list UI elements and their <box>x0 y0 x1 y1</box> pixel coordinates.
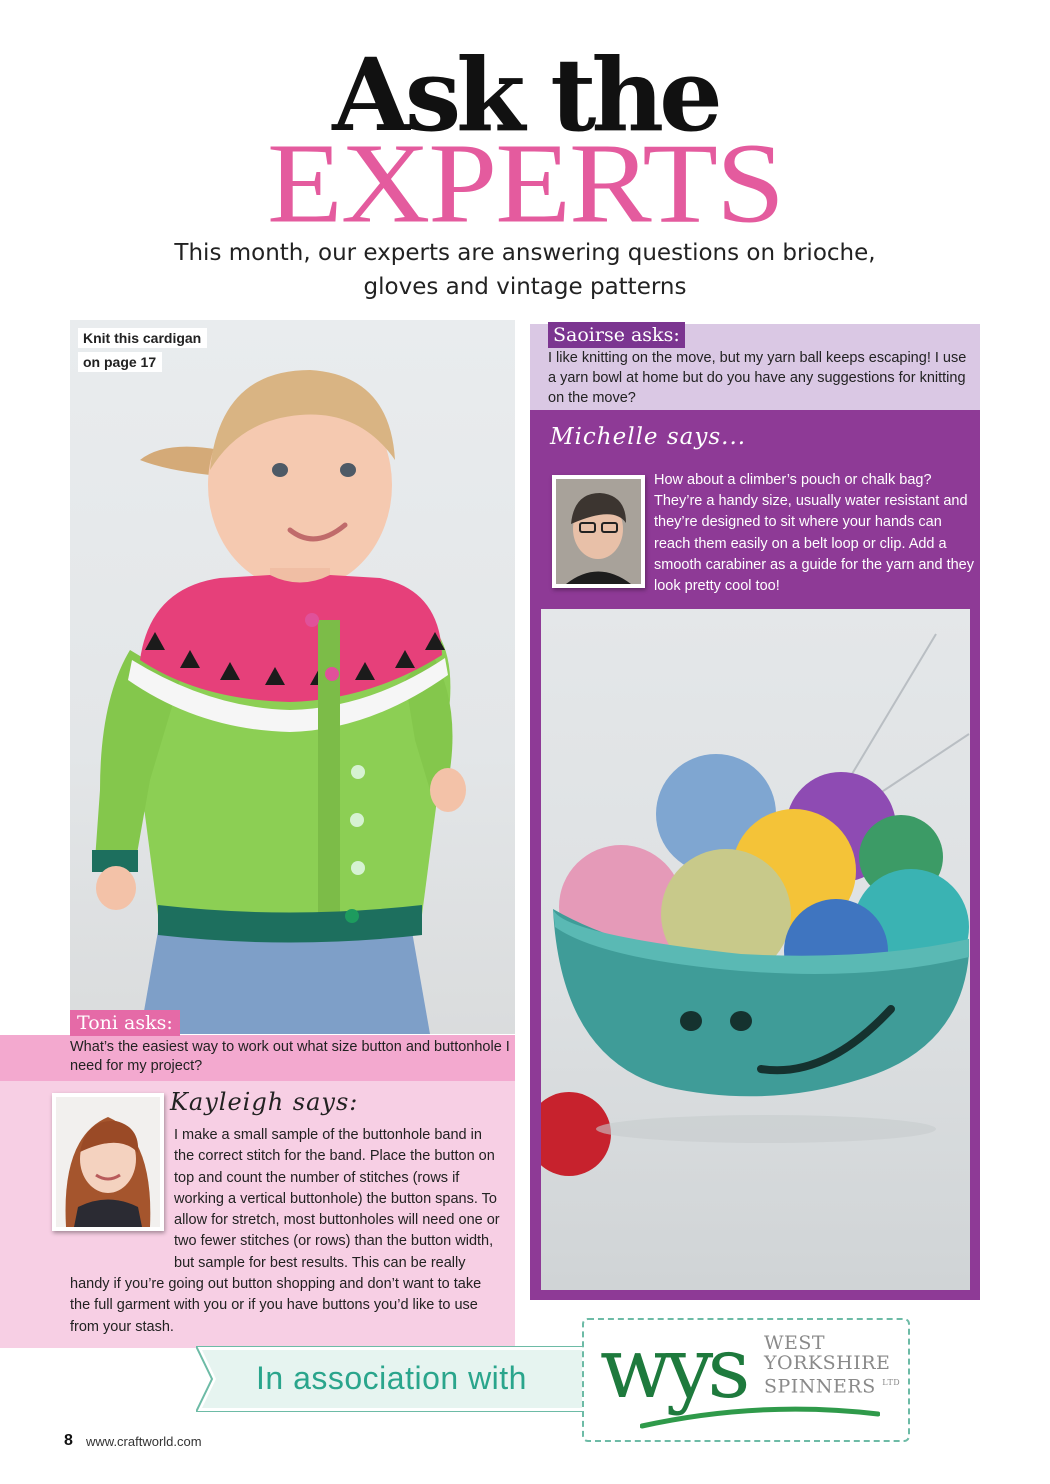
caption-line-1: Knit this cardigan <box>78 328 207 348</box>
subtitle-line-2: gloves and vintage patterns <box>363 274 687 300</box>
toddler-cardigan-illustration <box>70 320 515 1034</box>
michelle-answer: How about a climber’s pouch or chalk bag? They’re a handy size, usually water resistant and they’re designed to sit where your hands can reach them easily on a belt loop or clip. Add a smooth carabiner as a guide for the yarn and they look pretty cool too! <box>654 472 974 595</box>
michelle-says-label: Michelle says... <box>550 424 747 450</box>
wys-name-west: WEST <box>764 1332 826 1354</box>
kayleigh-answer: I make a small sample of the buttonhole band in the correct stitch for the band. Place the button on top and count the number of stitches (rows if working a vertical buttonhole) the button spans. To allow for stretch, most buttonholes will need one or two fewer stitches (or rows) than the button width, but sample for best results. This can be really handy if you’re going out button shopping and don’t want to take the full garment with you or if you have buttons you’d like to use from your stash. <box>70 1127 500 1335</box>
wys-name-spinners: SPINNERS <box>764 1375 876 1398</box>
yarn-bowl-photo <box>541 609 970 1290</box>
subtitle-line-1: This month, our experts are answering questions on brioche, <box>174 240 876 266</box>
caption-line-2: on page 17 <box>78 352 162 372</box>
michelle-portrait-image <box>556 479 641 584</box>
toni-asks-label: Toni asks: <box>70 1010 180 1036</box>
wys-logo-letters: wys <box>600 1319 745 1417</box>
michelle-portrait <box>552 475 645 588</box>
photo-caption <box>78 328 207 376</box>
wys-logo-name <box>764 1333 900 1396</box>
title-ask-the: Ask the <box>332 36 718 154</box>
wys-swoosh-icon <box>640 1404 880 1430</box>
page-number: 8 <box>64 1432 73 1449</box>
saoirse-question: I like knitting on the move, but my yarn ball keeps escaping! I use a yarn bowl at home but do you have any suggestions for knitting on the move? <box>530 324 980 410</box>
saoirse-asks-label: Saoirse asks: <box>548 322 685 348</box>
yarn-bowl-illustration <box>541 609 970 1290</box>
kayleigh-says-label: Kayleigh says: <box>170 1088 359 1116</box>
toni-question: What’s the easiest way to work out what size button and buttonhole I need for my project? <box>0 1035 515 1081</box>
subtitle <box>160 236 890 304</box>
association-text: In association with <box>256 1360 527 1396</box>
wys-name-ltd: LTD <box>882 1378 901 1387</box>
kayleigh-answer-text <box>70 1125 505 1338</box>
website-url[interactable]: www.craftworld.com <box>86 1434 202 1449</box>
cardigan-photo <box>70 320 515 1034</box>
title-experts: EXPERTS <box>267 120 783 247</box>
wys-name-yorkshire: YORKSHIRE <box>764 1352 891 1374</box>
